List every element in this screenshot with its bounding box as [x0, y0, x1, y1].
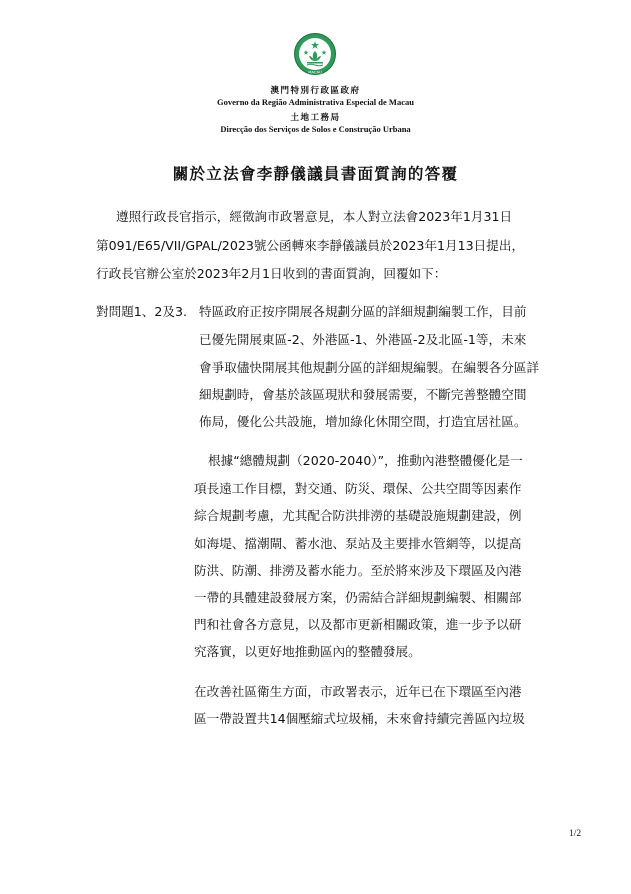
answer-para1-line: 會爭取儘快開展其他規劃分區的詳細規編製。在編製各分區詳	[199, 360, 540, 375]
answer-para2-line: 根據“總體規劃（2020-2040）”，推動內港整體優化是一	[208, 453, 523, 468]
answer-para1-line: 佈局，優化公共設施，增加綠化休閒空間，打造宜居社區。	[199, 414, 527, 429]
answer-para2-line: 綜合規劃考慮，尤其配合防洪排澇的基礎設施規劃建設，例	[194, 508, 522, 523]
document-title: 關於立法會李靜儀議員書面質詢的答覆	[172, 165, 459, 183]
macau-emblem-icon	[293, 32, 337, 76]
answer-para2-line: 門和社會各方意見，以及都市更新相關政策，進一步予以研	[194, 617, 522, 632]
bureau-name-pt: Direcção dos Serviços de Solos e Construção Urbana	[220, 124, 411, 134]
page-number: 1/2	[569, 829, 582, 839]
answer-para1-line: 細規劃時，會基於該區現狀和發展需要，不斷完善整體空間	[199, 387, 527, 402]
intro-line: 行政長官辦公室於2023年2月1日收到的書面質詢，回覆如下：	[96, 266, 447, 281]
answer-para3-line: 區一帶設置共14個壓縮式垃圾桶，未來會持續完善區內垃圾	[194, 711, 525, 726]
answer-para2-line: 一帶的具體建設發展方案，仍需結合詳細規劃編製、相關部	[194, 590, 522, 605]
answer-para1-line: 特區政府正按序開展各規劃分區的詳細規劃編製工作，目前	[199, 304, 527, 319]
bureau-name-cn: 土地工務局	[290, 113, 341, 123]
answer-para2-line: 如海堤、擋潮閘、蓄水池、泵站及主要排水管網等，以提高	[194, 536, 522, 551]
answer-label: 對問題1、2及3.	[96, 304, 188, 319]
answer-para2-line: 項長遠工作目標，對交通、防災、環保、公共空間等因素作	[194, 481, 522, 496]
answer-para3-line: 在改善社區衛生方面，市政署表示，近年已在下環區至內港	[194, 684, 522, 699]
answer-para2-line: 防洪、防潮、排澇及蓄水能力。至於將來涉及下環區及內港	[194, 563, 522, 578]
intro-line: 第091/E65/VII/GPAL/2023號公函轉來李靜儀議員於2023年1月13日提出，	[96, 238, 525, 253]
government-name-pt: Governo da Região Administrativa Especial de Macau	[217, 97, 414, 107]
emblem-text: MACAU	[308, 69, 322, 75]
answer-para2-line: 究落實，以更好地推動區內的整體發展。	[194, 644, 421, 659]
government-name-cn: 澳門特別行政區政府	[270, 86, 361, 96]
answer-para1-line: 已優先開展東區-2、外港區-1、外港區-2及北區-1等，未來	[199, 332, 527, 347]
intro-line: 遵照行政長官指示，經徵詢市政署意見，本人對立法會2023年1月31日	[116, 209, 513, 224]
